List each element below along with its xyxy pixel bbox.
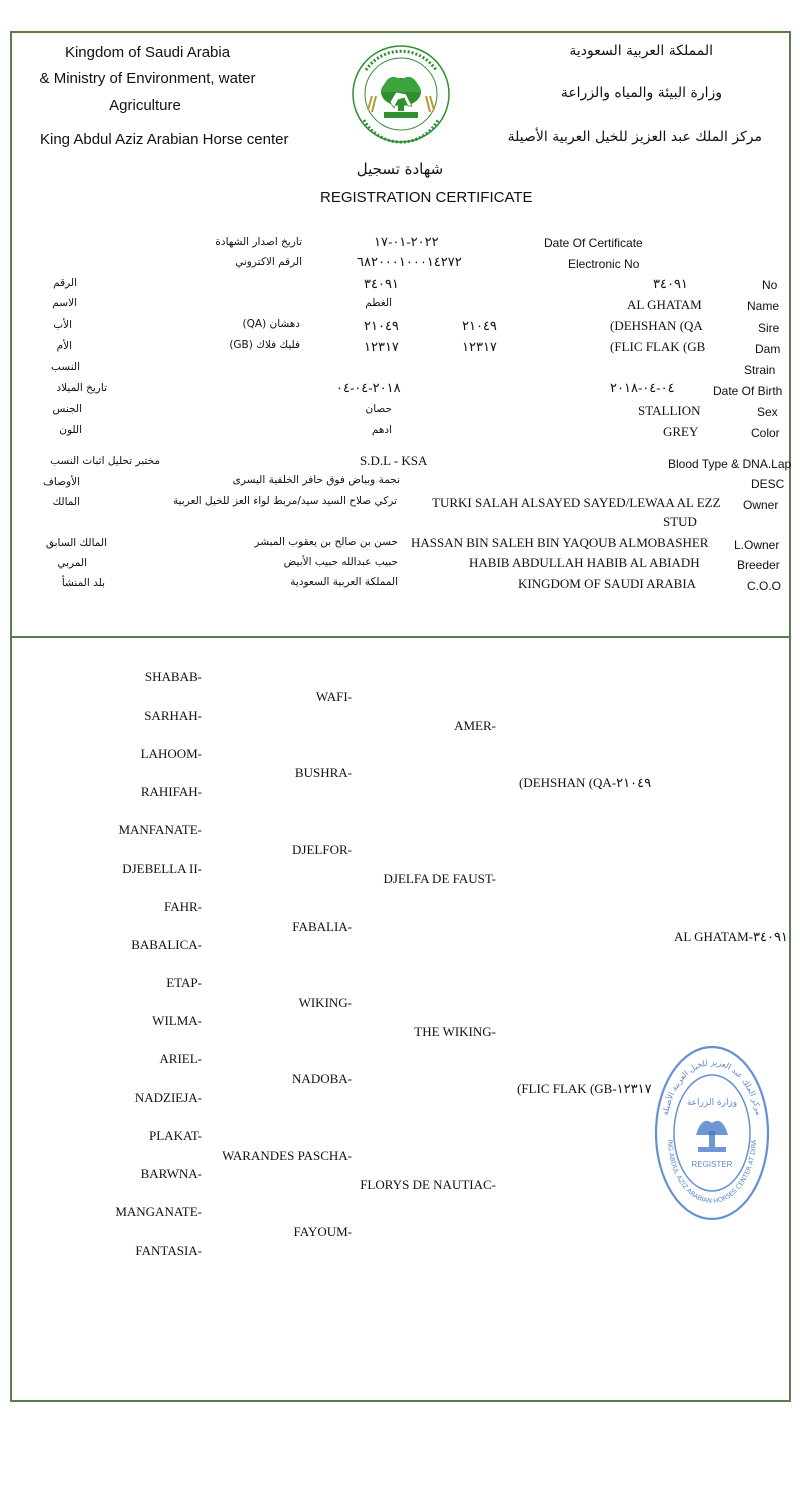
sire-value-en: (DEHSHAN (QA <box>610 318 703 333</box>
sire-label-en: Sire <box>758 321 780 335</box>
coo-value-en: KINGDOM OF SAUDI ARABIA <box>518 576 697 591</box>
no-label-ar: الرقم <box>53 277 77 289</box>
no-value-ar: ٣٤٠٩١ <box>364 276 399 291</box>
pedigree-gen3-7: WARANDES PASCHA- <box>222 1148 352 1163</box>
stamp-ring-text: مركز الملك عبد العزيز للخيل العربية الأصيلة <box>660 1057 764 1117</box>
breeder-label-en: Breeder <box>737 558 780 572</box>
title-english: REGISTRATION CERTIFICATE <box>320 189 533 206</box>
pedigree-gen2-1: AMER- <box>454 718 496 733</box>
dam-num: ١٢٣١٧ <box>462 339 497 354</box>
registration-stamp <box>652 1043 772 1223</box>
breeder-value-en: HABIB ABDULLAH HABIB AL ABIADH <box>469 555 700 570</box>
pedigree-gen4-16: FANTASIA- <box>135 1243 202 1258</box>
color-value-en: GREY <box>663 424 699 439</box>
header-en-line2: & Ministry of Environment, water <box>39 70 256 87</box>
pedigree-gen3-5: WIKING- <box>298 995 352 1010</box>
pedigree-gen3-2: BUSHRA- <box>294 765 352 780</box>
coo-label-ar: بلد المنشأ <box>61 577 105 589</box>
pedigree-gen4-2: SARHAH- <box>144 708 202 723</box>
pedigree-gen4-3: LAHOOM- <box>140 746 202 761</box>
pedigree-horse: AL GHATAM-٣٤٠٩١ <box>674 929 788 944</box>
pedigree-gen4-12: NADZIEJA- <box>134 1090 202 1105</box>
enum-label-ar: الرقم الاكتروني <box>235 256 302 268</box>
pedigree-gen4-15: MANGANATE- <box>115 1204 202 1219</box>
no-label-en: No <box>762 278 778 292</box>
pedigree-gen3-3: DJELFOR- <box>292 842 352 857</box>
dam-label-en: Dam <box>755 342 781 356</box>
color-label-ar: اللون <box>59 424 82 436</box>
coo-value-ar: المملكة العربية السعودية <box>290 576 398 588</box>
owner-value-ar: تركي صلاح السيد سيد/مربط لواء العز للخيل العربية <box>173 495 397 507</box>
blood-value: S.D.L - KSA <box>360 453 428 468</box>
pedigree-dam: (FLIC FLAK (GB-١٢٣١٧ <box>517 1081 652 1096</box>
registration-stamp-icon <box>652 1043 772 1223</box>
pedigree-sire: (DEHSHAN (QA-٢١٠٤٩ <box>519 775 652 790</box>
sex-value-ar: حصان <box>365 403 392 415</box>
date-label-en: Date Of Certificate <box>544 236 643 250</box>
pedigree-gen4-6: DJEBELLA II- <box>122 861 202 876</box>
name-value-ar: الغطم <box>365 297 392 309</box>
center-logo <box>348 40 454 148</box>
date-value: ٢٠٢٢-٠١-١٧ <box>374 234 439 249</box>
dob-label-en: Date Of Birth <box>713 384 783 398</box>
dob-value-en: ٠٤-٠٤-٢٠١٨ <box>610 380 675 395</box>
header-en-line1: Kingdom of Saudi Arabia <box>64 44 231 61</box>
title-arabic: شهادة تسجيل <box>356 160 444 178</box>
stamp-inner-ar: وزارة الزراعة <box>686 1098 738 1108</box>
pedigree-gen4-10: WILMA- <box>152 1013 202 1028</box>
pedigree-gen4-9: ETAP- <box>166 975 202 990</box>
enum-value: ٦٨٢٠٠٠١٠٠٠١٤٢٧٢ <box>357 254 462 269</box>
dam-value-ar: ١٢٣١٧ <box>364 339 399 354</box>
pedigree-gen4-8: BABALICA- <box>131 937 202 952</box>
header-en-line3: Agriculture <box>109 97 181 114</box>
blood-label-en: Blood Type & DNA.Lap <box>668 457 792 471</box>
strain-label-ar: النسب <box>51 361 80 373</box>
breeder-label-ar: المربي <box>57 557 87 569</box>
sex-label-en: Sex <box>757 405 778 419</box>
stamp-word: REGISTER <box>691 1160 733 1169</box>
owner-value-en-1: TURKI SALAH ALSAYED SAYED/LEWAA AL EZZ <box>432 495 721 510</box>
dam-value-en: (FLIC FLAK (GB <box>610 339 706 354</box>
pedigree-gen3-8: FAYOUM- <box>293 1224 352 1239</box>
dam-name-ar: فليك فلاك (GB) <box>229 339 300 351</box>
dam-label-ar: الأم <box>56 340 72 352</box>
pedigree-section-frame <box>10 636 791 1402</box>
header-ar-center: مركز الملك عبد العزيز للخيل العربية الأصيلة <box>507 129 762 145</box>
owner-label-ar: المالك <box>52 496 80 508</box>
pedigree-gen3-4: FABALIA- <box>292 919 352 934</box>
pedigree-gen4-11: ARIEL- <box>159 1051 202 1066</box>
sex-label-ar: الجنس <box>52 403 82 415</box>
pedigree-gen4-14: BARWNA- <box>140 1166 202 1181</box>
lowner-value-ar: حسن بن صالح بن يعقوب المبشر <box>254 536 398 548</box>
desc-label-ar: الأوصاف <box>43 476 80 488</box>
dob-value-ar: ٢٠١٨-٠٤-٠٤ <box>336 380 401 395</box>
sex-value-en: STALLION <box>638 403 701 418</box>
header-ar-line1: المملكة العربية السعودية <box>569 43 713 59</box>
breeder-value-ar: حبيب عبدالله حبيب الأبيض <box>283 556 398 568</box>
palm-horse-logo-icon <box>348 40 454 148</box>
header-en-center: King Abdul Aziz Arabian Horse center <box>40 131 289 148</box>
no-value-en: ٣٤٠٩١ <box>653 276 688 291</box>
strain-label-en: Strain <box>744 363 776 377</box>
sire-label-ar: الأب <box>53 319 72 331</box>
lowner-value-en: HASSAN BIN SALEH BIN YAQOUB ALMOBASHER <box>411 535 709 550</box>
sire-value-ar: ٢١٠٤٩ <box>364 318 399 333</box>
pedigree-gen4-4: RAHIFAH- <box>140 784 202 799</box>
pedigree-gen4-13: PLAKAT- <box>149 1128 202 1143</box>
name-label-ar: الاسم <box>52 297 77 309</box>
blood-label-ar: مختبر تحليل اثبات النسب <box>50 455 160 467</box>
pedigree-gen2-2: DJELFA DE FAUST- <box>383 871 496 886</box>
sire-num: ٢١٠٤٩ <box>462 318 497 333</box>
color-value-ar: ادهم <box>371 424 392 436</box>
date-label-ar: تاريخ اصدار الشهادة <box>215 236 302 248</box>
pedigree-gen3-6: NADOBA- <box>292 1071 352 1086</box>
pedigree-gen4-5: MANFANATE- <box>118 822 202 837</box>
header-ar-line2: وزارة البيئة والمياه والزراعة <box>560 85 722 101</box>
dob-label-ar: تاريخ الميلاد <box>56 382 107 394</box>
sire-name-ar: دهشان (QA) <box>242 318 300 330</box>
color-label-en: Color <box>751 426 780 440</box>
pedigree-gen4-1: SHABAB- <box>144 669 202 684</box>
enum-label-en: Electronic No <box>568 257 640 271</box>
name-value-en: AL GHATAM <box>627 297 702 312</box>
pedigree-gen2-3: THE WIKING- <box>414 1024 496 1039</box>
pedigree-gen4-7: FAHR- <box>163 899 202 914</box>
pedigree-gen2-4: FLORYS DE NAUTIAC- <box>360 1177 496 1192</box>
lowner-label-en: L.Owner <box>734 538 780 552</box>
owner-label-en: Owner <box>743 498 779 512</box>
coo-label-en: C.O.O <box>747 579 782 593</box>
pedigree-gen3-1: WAFI- <box>315 689 352 704</box>
lowner-label-ar: المالك السابق <box>45 537 107 549</box>
stamp-arc-text: ING ABDUL AZIZ ARABIAN HORSES CENTER AT DIRA <box>665 1139 759 1206</box>
desc-value-ar: نجمة وبياض فوق حافر الخلفية اليسرى <box>232 474 400 486</box>
desc-label-en: DESC <box>751 477 785 491</box>
name-label-en: Name <box>747 299 780 313</box>
owner-value-en-2: STUD <box>663 514 697 529</box>
